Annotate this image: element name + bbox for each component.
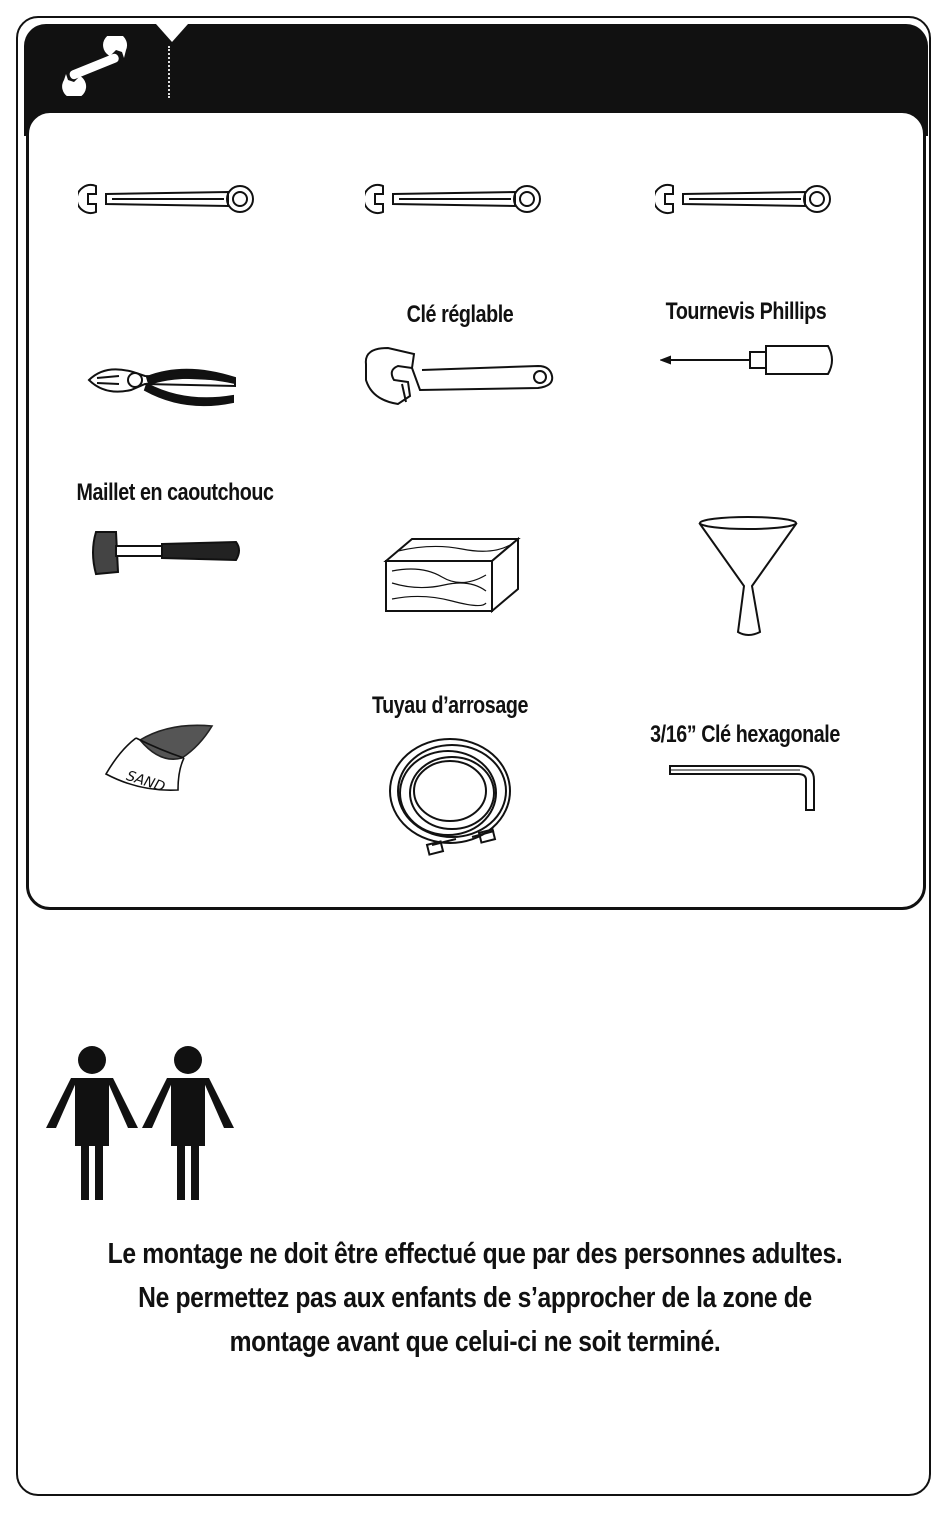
tool-label: Tournevis Phillips (665, 298, 827, 325)
adjustable-wrench-icon (358, 340, 558, 412)
tool-label: 3/16” Clé hexagonale (650, 721, 840, 748)
phillips-screwdriver-icon (660, 342, 840, 380)
adult-assembly-warning (30, 1232, 920, 1364)
tool-label: Tuyau d’arrosage (371, 692, 529, 719)
funnel-icon (694, 514, 802, 640)
sand-bag-text: SAND (124, 768, 167, 796)
garden-hose-icon (384, 735, 524, 857)
header-divider (168, 46, 170, 98)
warning-text: Le montage ne doit être effectué que par des personnes adultes. Ne permettez pas aux enfants de s’approcher de la zone de montage avant que celui-ci ne soit terminé. (107, 1238, 843, 1358)
hex-key-icon (668, 760, 820, 812)
wrench-icon (50, 36, 140, 96)
header-notch (156, 24, 188, 42)
tool-label: Maillet en caoutchouc (76, 479, 274, 506)
two-adults-icon (42, 1046, 238, 1202)
sand-bag-icon (100, 720, 220, 800)
combination-wrench-icon (655, 180, 833, 218)
rubber-mallet-icon (88, 522, 246, 582)
combination-wrench-icon (365, 180, 543, 218)
combination-wrench-icon (78, 180, 256, 218)
pliers-icon (85, 350, 240, 410)
tool-label: Clé réglable (406, 301, 514, 328)
wood-block-icon (382, 535, 522, 615)
